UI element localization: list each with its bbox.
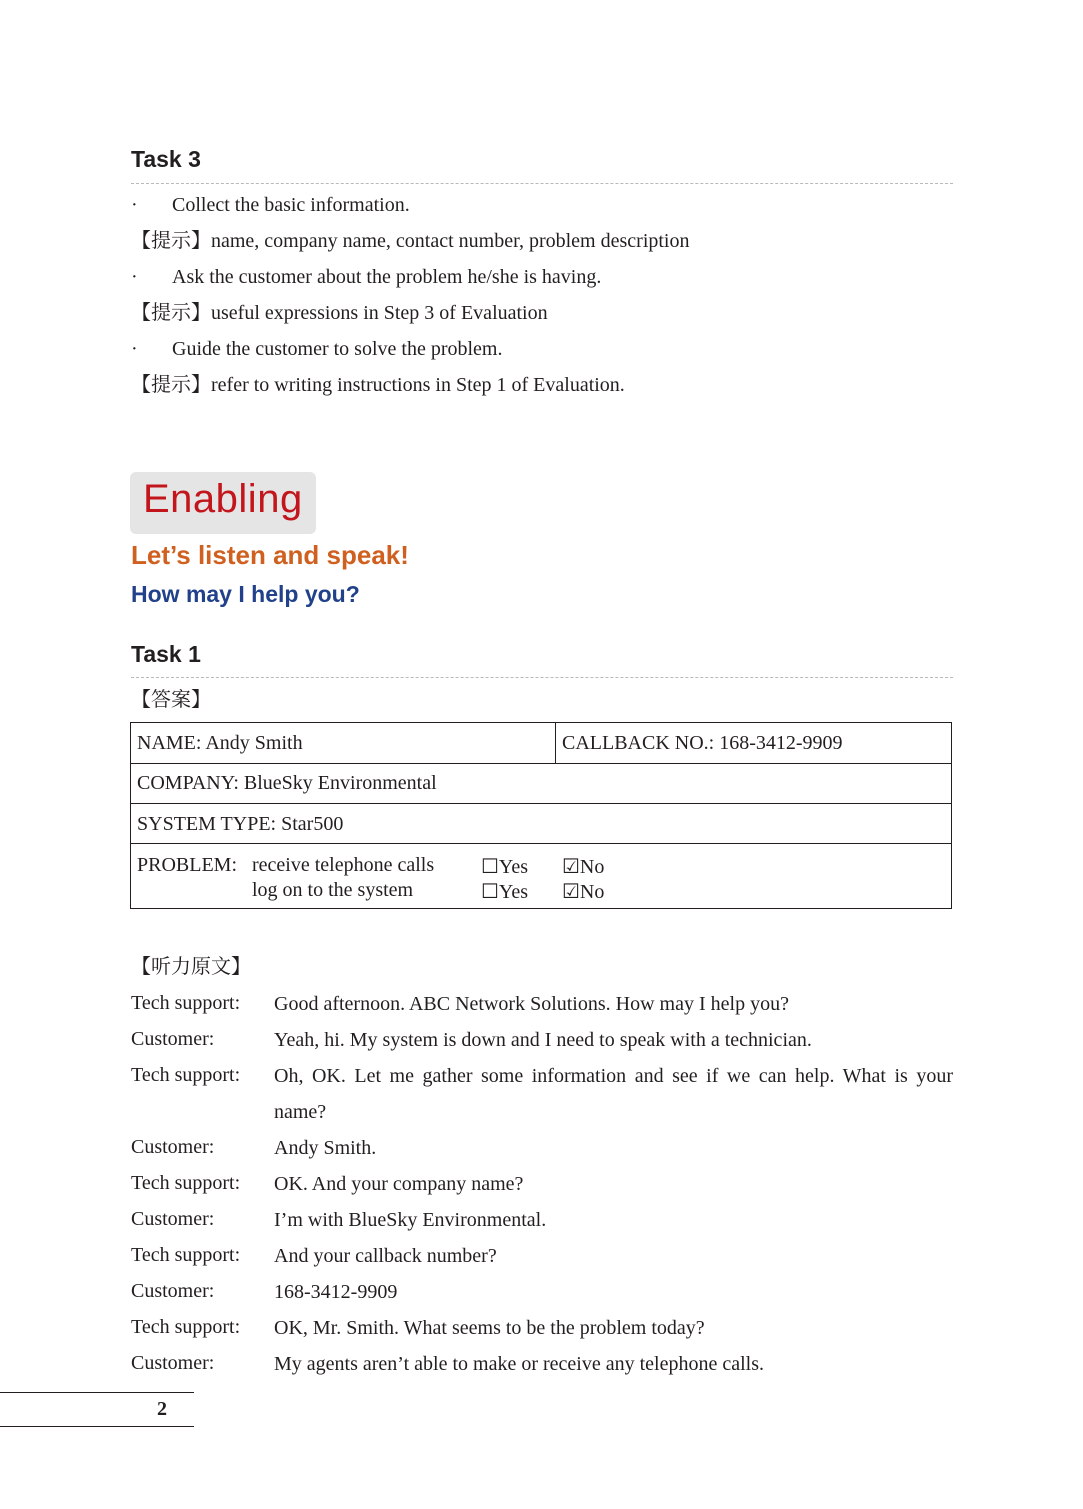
dialogue-line: OK, Mr. Smith. What seems to be the problem today? bbox=[274, 1317, 705, 1339]
bullet-marker: · bbox=[131, 338, 138, 360]
dialogue-speaker: Customer: bbox=[131, 1352, 215, 1374]
form-problem-item: receive telephone calls bbox=[252, 854, 435, 876]
task3-item-ask-problem: Ask the customer about the problem he/she is having. bbox=[172, 266, 602, 288]
task3-divider bbox=[131, 183, 953, 184]
form-problem-yes-checkbox: ☐Yes bbox=[481, 856, 529, 878]
task3-hint-basic-info: 【提示】name, company name, contact number, problem description bbox=[131, 230, 690, 252]
task3-item-collect-info: Collect the basic information. bbox=[172, 194, 410, 216]
dialogue-line: Yeah, hi. My system is down and I need to speak with a technician. bbox=[274, 1029, 812, 1051]
task3-heading: Task 3 bbox=[131, 146, 201, 172]
footer-rule-top bbox=[0, 1392, 194, 1393]
task3-item-guide-customer: Guide the customer to solve the problem. bbox=[172, 338, 503, 360]
form-row-divider bbox=[131, 763, 951, 764]
form-problem-item: log on to the system bbox=[252, 879, 414, 901]
unit-title: How may I help you? bbox=[131, 581, 360, 607]
form-row-divider bbox=[131, 843, 951, 844]
dialogue-speaker: Tech support: bbox=[131, 1064, 241, 1086]
dialogue-line: And your callback number? bbox=[274, 1245, 497, 1267]
dialogue-speaker: Customer: bbox=[131, 1028, 215, 1050]
form-column-divider bbox=[555, 723, 556, 763]
form-system-type: SYSTEM TYPE: Star500 bbox=[137, 813, 344, 835]
bullet-marker: · bbox=[131, 266, 138, 288]
dialogue-line: Oh, OK. Let me gather some information and see if we can help. What is your name? bbox=[274, 1065, 953, 1123]
dialogue-speaker: Customer: bbox=[131, 1136, 215, 1158]
task3-hint-writing: 【提示】refer to writing instructions in Step 1 of Evaluation. bbox=[131, 374, 625, 396]
answer-label: 【答案】 bbox=[131, 689, 211, 711]
form-problem-no-checkbox: ☑No bbox=[562, 856, 605, 878]
section-subtitle: Let’s listen and speak! bbox=[131, 540, 409, 570]
task3-hint-expressions: 【提示】useful expressions in Step 3 of Evaluation bbox=[131, 302, 548, 324]
dialogue-line: I’m with BlueSky Environmental. bbox=[274, 1209, 547, 1231]
dialogue-line: My agents aren’t able to make or receive any telephone calls. bbox=[274, 1353, 764, 1375]
form-company: COMPANY: BlueSky Environmental bbox=[137, 772, 437, 794]
dialogue-line: Good afternoon. ABC Network Solutions. How may I help you? bbox=[274, 993, 789, 1015]
dialogue-speaker: Customer: bbox=[131, 1208, 215, 1230]
dialogue-speaker: Tech support: bbox=[131, 1172, 241, 1194]
bullet-marker: · bbox=[131, 194, 138, 216]
section-title: Enabling bbox=[143, 477, 303, 521]
dialogue-speaker: Customer: bbox=[131, 1280, 215, 1302]
form-callback: CALLBACK NO.: 168-3412-9909 bbox=[562, 732, 843, 754]
dialogue-line: Andy Smith. bbox=[274, 1137, 377, 1159]
dialogue-speaker: Tech support: bbox=[131, 992, 241, 1014]
transcript-label: 【听力原文】 bbox=[131, 956, 251, 978]
page-number: 2 bbox=[157, 1398, 167, 1420]
form-row-divider bbox=[131, 803, 951, 804]
dialogue-line: 168-3412-9909 bbox=[274, 1281, 398, 1303]
dialogue-speaker: Tech support: bbox=[131, 1316, 241, 1338]
answer-form-table bbox=[130, 722, 952, 909]
form-problem-no-checkbox: ☑No bbox=[562, 881, 605, 903]
form-problem-yes-checkbox: ☐Yes bbox=[481, 881, 529, 903]
form-name: NAME: Andy Smith bbox=[137, 732, 303, 754]
task1-divider bbox=[131, 677, 953, 678]
footer-rule-bottom bbox=[0, 1426, 194, 1427]
task1-heading: Task 1 bbox=[131, 641, 201, 667]
dialogue-speaker: Tech support: bbox=[131, 1244, 241, 1266]
form-problem-label: PROBLEM: bbox=[137, 854, 238, 876]
dialogue-line: OK. And your company name? bbox=[274, 1173, 524, 1195]
